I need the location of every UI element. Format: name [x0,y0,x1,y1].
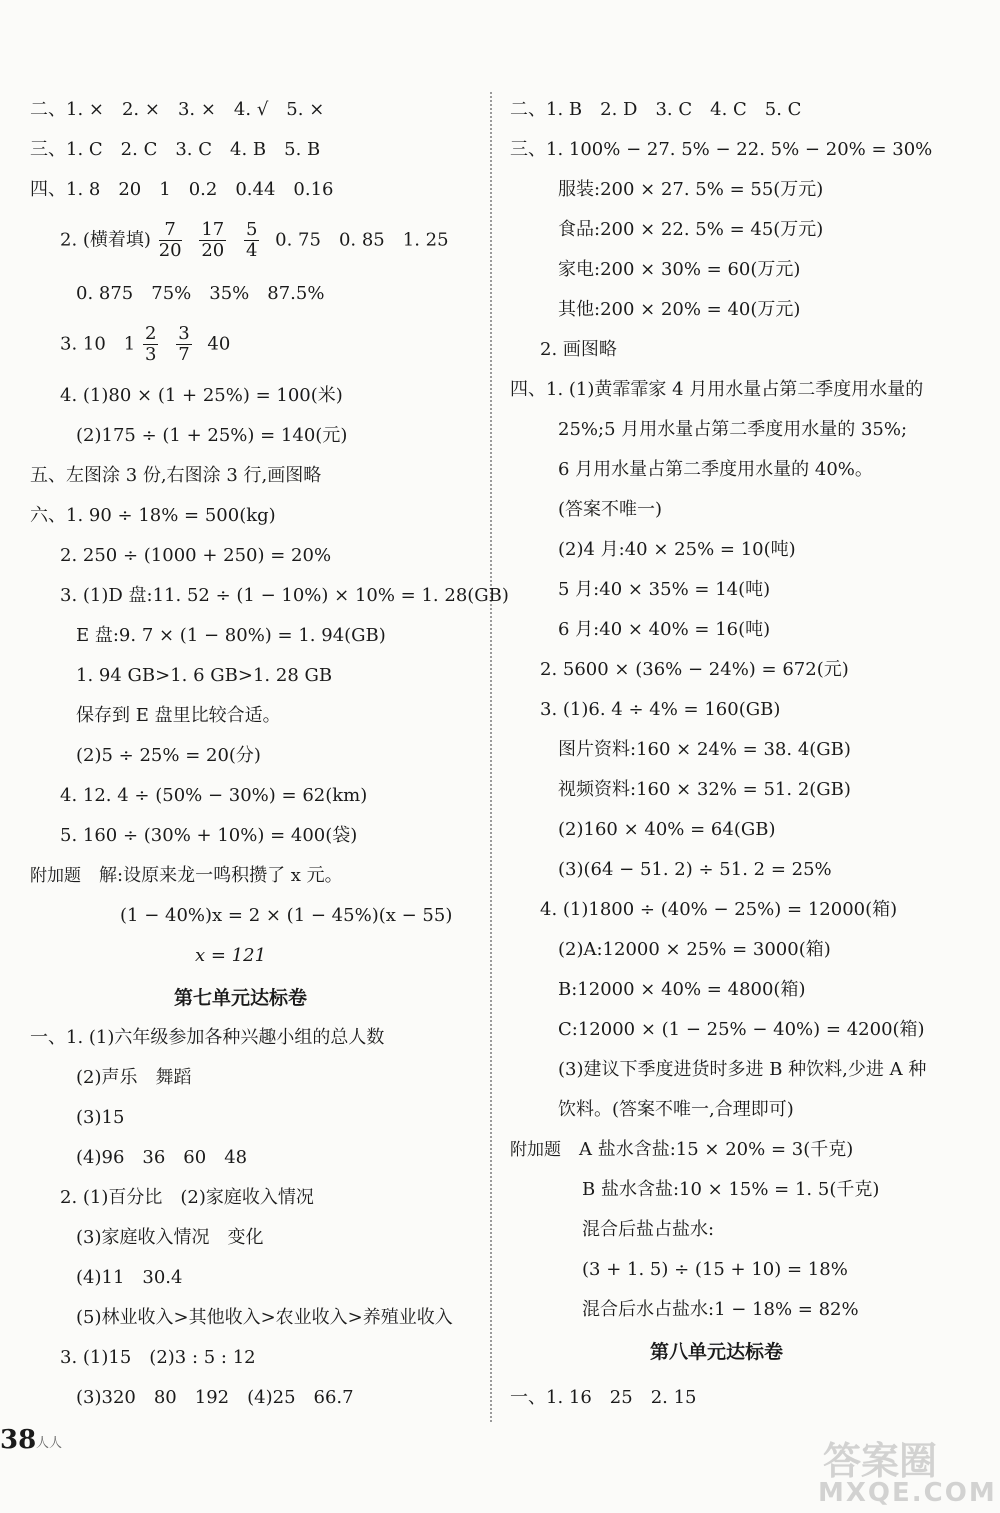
answer-line: 1. 94 GB>1. 6 GB>1. 28 GB [76,665,333,686]
answer-line-fractions [60,220,449,261]
answer-line-fractions [60,324,230,365]
answer-line: 二、1. × 2. × 3. × 4. √ 5. × [30,99,325,120]
answer-line: 2. 250 ÷ (1000 + 250) = 20% [60,545,332,566]
answer-line: 四、1. (1)黄霏霏家 4 月用水量占第二季度用水量的 [510,379,924,400]
answer-line: 6 月用水量占第二季度用水量的 40%。 [558,459,873,480]
answer-line: 4. 12. 4 ÷ (50% − 30%) = 62(km) [60,785,368,806]
answer-line: 3. (1)6. 4 ÷ 4% = 160(GB) [540,699,781,720]
answer-line: (3)建议下季度进货时多进 B 种饮料,少进 A 种 [558,1059,927,1080]
answer-line: (2)175 ÷ (1 + 25%) = 140(元) [76,425,348,446]
numerator: 5 [245,219,258,240]
answer-line: 2. (1)百分比 (2)家庭收入情况 [60,1187,314,1208]
answer-line: (3 + 1. 5) ÷ (15 + 10) = 18% [582,1259,848,1280]
answer-line: 家电:200 × 30% = 60(万元) [558,259,801,280]
answer-line: 2. 画图略 [540,339,617,360]
fraction [176,324,191,365]
text-span: 3. 10 1 [60,333,136,355]
answer-line: 保存到 E 盘里比较合适。 [76,705,281,726]
answer-line: 视频资料:160 × 32% = 51. 2(GB) [558,779,851,800]
answer-line: (2)5 ÷ 25% = 20(分) [76,745,261,766]
page-number: 38 [0,1425,37,1455]
answer-line: 25%;5 月用水量占第二季度用水量的 35%; [558,419,908,440]
denominator: 4 [245,240,258,261]
answer-line: (3)15 [76,1107,125,1128]
answer-line: 3. (1)D 盘:11. 52 ÷ (1 − 10%) × 10% = 1. 28(GB) [60,585,509,606]
answer-line: B:12000 × 40% = 4800(箱) [558,979,806,1000]
answer-line: (5)林业收入>其他收入>农业收入>养殖业收入 [76,1307,453,1328]
answer-line: (3)(64 − 51. 2) ÷ 51. 2 = 25% [558,859,832,880]
answer-line: 四、1. 8 20 1 0.2 0.44 0.16 [30,179,334,200]
text-span: 0. 75 0. 85 1. 25 [275,229,449,251]
answer-line: 饮料。(答案不唯一,合理即可) [558,1099,794,1120]
answer-line: E 盘:9. 7 × (1 − 80%) = 1. 94(GB) [76,625,386,646]
answer-line: 混合后盐占盐水: [582,1219,715,1240]
answer-line: 4. (1)1800 ÷ (40% − 25%) = 12000(箱) [540,899,898,920]
watermark-text: 答案圈 [823,1439,938,1483]
denominator: 20 [158,240,182,261]
answer-line: 5 月:40 × 35% = 14(吨) [558,579,771,600]
answer-line: (2)4 月:40 × 25% = 10(吨) [558,539,796,560]
page-mark: 人人 [36,1436,63,1451]
answer-line: (答案不唯一) [558,499,663,520]
answer-line: (2)160 × 40% = 64(GB) [558,819,776,840]
answer-line: 一、1. 16 25 2. 15 [510,1387,697,1408]
numerator: 3 [178,323,190,344]
answer-line: (1 − 40%)x = 2 × (1 − 45%)(x − 55) [120,905,453,926]
denominator: 7 [178,344,190,365]
answer-line: 食品:200 × 22. 5% = 45(万元) [558,219,824,240]
answer-line: 服装:200 × 27. 5% = 55(万元) [558,179,824,200]
answer-line: (2)A:12000 × 25% = 3000(箱) [558,939,831,960]
fraction [159,220,182,261]
answer-line: 0. 875 75% 35% 87.5% [76,283,325,304]
text-span: 解:设原来龙一鸣积攒了 x 元。 [99,865,343,886]
answer-line: B 盐水含盐:10 × 15% = 1. 5(千克) [582,1179,880,1200]
numerator: 2 [145,323,157,344]
answer-line: (2)声乐 舞蹈 [76,1067,192,1088]
denominator: 20 [201,240,225,261]
denominator: 3 [145,344,157,365]
answer-line: 其他:200 × 20% = 40(万元) [558,299,801,320]
fraction [143,324,158,365]
answer-line: 3. (1)15 (2)3 : 5 : 12 [60,1347,256,1368]
answer-line: 4. (1)80 × (1 + 25%) = 100(米) [60,385,343,406]
numerator: 7 [159,220,182,241]
answer-line: 混合后水占盐水:1 − 18% = 82% [582,1299,859,1320]
watermark-url: MXQE.COM [818,1478,997,1508]
answer-line: C:12000 × (1 − 25% − 40%) = 4200(箱) [558,1019,925,1040]
answer-line: 五、左图涂 3 份,右图涂 3 行,画图略 [30,465,322,486]
fraction [244,220,259,261]
answer-line: (4)96 36 60 48 [76,1147,248,1168]
bonus-label: 附加题 [30,866,81,886]
fraction [199,220,226,261]
text-span: A 盐水含盐:15 × 20% = 3(千克) [579,1139,854,1160]
column-divider [490,92,492,1422]
answer-line: (3)家庭收入情况 变化 [76,1227,264,1248]
section-heading: 第七单元达标卷 [174,987,308,1009]
answer-line: 三、1. C 2. C 3. C 4. B 5. B [30,139,321,160]
answer-line: (3)320 80 192 (4)25 66.7 [76,1387,354,1408]
answer-line: x = 121 [195,945,267,966]
numerator: 17 [201,219,225,240]
answer-line: 六、1. 90 ÷ 18% = 500(kg) [30,505,276,526]
section-heading: 第八单元达标卷 [650,1341,784,1363]
watermark-logo [818,1430,997,1508]
text-span: 2. (横着填) [60,229,151,251]
answer-line: 图片资料:160 × 24% = 38. 4(GB) [558,739,851,760]
answer-line: 三、1. 100% − 27. 5% − 22. 5% − 20% = 30% [510,139,933,160]
answer-line: 一、1. (1)六年级参加各种兴趣小组的总人数 [30,1027,385,1048]
bonus-label: 附加题 [510,1140,561,1160]
answer-line: 二、1. B 2. D 3. C 4. C 5. C [510,99,802,120]
answer-line: (4)11 30.4 [76,1267,183,1288]
text-span: 40 [207,333,231,355]
answer-line: 5. 160 ÷ (30% + 10%) = 400(袋) [60,825,358,846]
answer-line: 6 月:40 × 40% = 16(吨) [558,619,771,640]
bonus-question-line [510,1138,853,1162]
bonus-question-line [30,864,343,888]
answer-line: 2. 5600 × (36% − 24%) = 672(元) [540,659,849,680]
